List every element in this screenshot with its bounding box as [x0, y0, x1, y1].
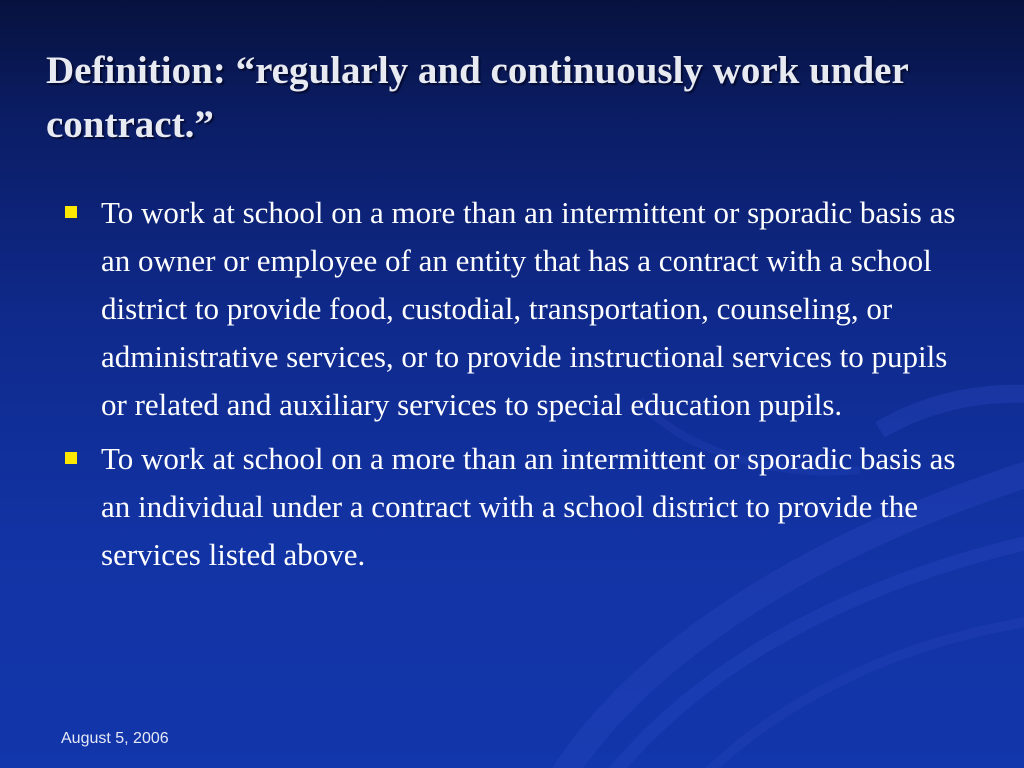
bullet-text: To work at school on a more than an intermittent or sporadic basis as an owner or employee of an entity that has a contract with a school district to provide food, custodial, transportation, counseling, or administrative services, or to provide instructional services to pupils or related and auxiliary services to special education pupils.: [101, 195, 956, 422]
square-bullet-icon: [65, 452, 77, 464]
slide-title: Definition: “regularly and continuously work under contract.”: [46, 49, 909, 146]
bullet-text: To work at school on a more than an intermittent or sporadic basis as an individual under a contract with a school district to provide the services listed above.: [101, 441, 956, 572]
list-item: [62, 435, 962, 579]
bullet-list: [62, 189, 962, 585]
square-bullet-icon: [65, 206, 77, 218]
list-item: [62, 189, 962, 429]
footer-date: August 5, 2006: [61, 730, 169, 747]
